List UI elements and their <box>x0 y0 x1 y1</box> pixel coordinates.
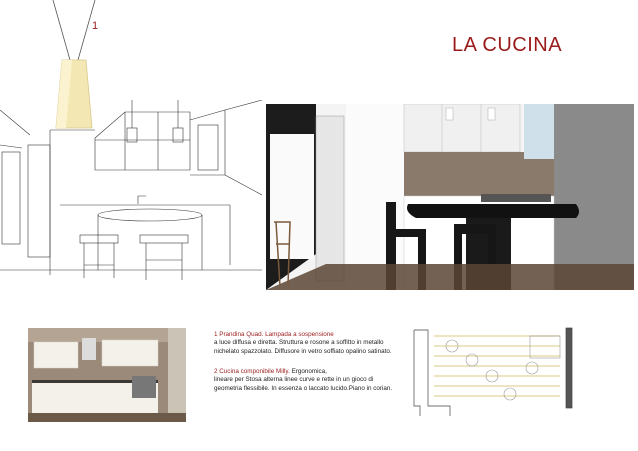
description-kitchen-lead: 2 Cucina componibile Milly. <box>214 368 290 375</box>
description-lamp-lead-rest: Lampada a sospensione <box>263 331 334 338</box>
description-kitchen <box>214 368 394 393</box>
figure-number-1: 1 <box>92 20 99 32</box>
description-lamp-body: a luce diffusa e diretta. Struttura e rosone a soffitto in metallo nichelato spazzolato. Diffusore in vetro soffiato opalino satinato. <box>214 339 392 355</box>
kitchen-photo <box>28 328 186 422</box>
kitchen-sketch <box>0 100 262 290</box>
description-lamp <box>214 331 394 356</box>
page-title: LA CUCINA <box>452 34 563 56</box>
kitchen-render <box>266 104 634 290</box>
description-kitchen-lead-rest: Ergonomica, <box>289 368 327 375</box>
description-lamp-lead: 1 Prandina Quad. <box>214 331 264 338</box>
floor-plan <box>410 326 574 418</box>
description-kitchen-body: lineare per Stosa alterna linee curve e rette in un gioco di geometria flessibile. In essenza o laccato lucido.Piano in corian. <box>214 376 393 392</box>
